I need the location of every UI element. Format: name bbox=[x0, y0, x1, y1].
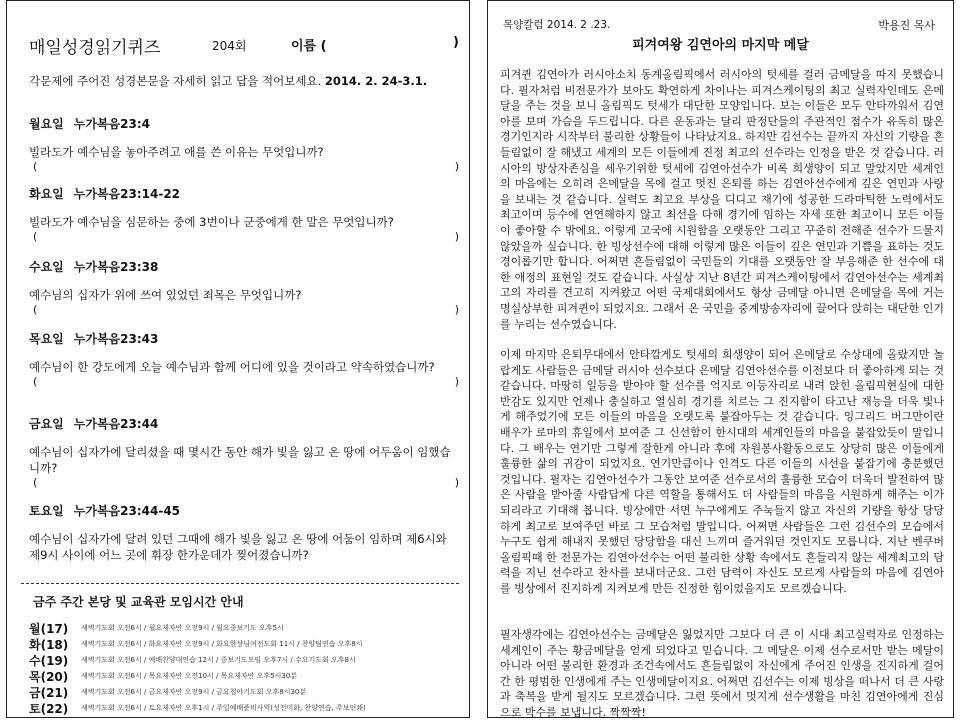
column-author: 박용진 목사 bbox=[878, 19, 935, 32]
question-ref: 누가복음23:14-22 bbox=[73, 187, 181, 201]
schedule-items: 새벽기도회 오전6시 / 금요제자반 오전9시 / 금요철야기도회 오후8시30분 bbox=[81, 688, 307, 696]
schedule-day: 금(21) bbox=[29, 686, 69, 700]
schedule-items: 새벽기도회 오전6시 / 화요제자반 오전9시 / 화요한상님여전도회 11시 / 찬양팀연습 오후8시 bbox=[81, 640, 363, 648]
name-label: 이름 ( bbox=[291, 39, 327, 54]
instruction bbox=[29, 73, 427, 89]
schedule-items: 새벽기도회 오전6시 / 월요제자반 오전9시 / 월요중보기도 오후5시 bbox=[81, 624, 284, 632]
question-day: 금요일 bbox=[29, 417, 64, 431]
column-paragraph: 피겨퀸 김연아가 러시아소치 동계올림픽에서 러시아의 텃세를 걸러 금메달을 따지 못했습니다. 필자처럼 비전문가가 보아도 확연하게 차이나는 피겨스케이팅의 최고 실력자인데도 은메달을 주는 것을 보니 올림픽도 텃세가 대단한 모양입니다. 보는 이들은 모두 안타까워서 김연아를 보며 가슴을 두드립니다. 다른 운동과는 달리 판정단들의 주관적인 점수가 유독히 많은 경기인지라 시작부터 불리한 상황들이 나타났지요. 하지만 김선수는 끝까지 자신의 기량을 흔들림없이 잘 해냈고 세계의 모든 이들에게 진정 최고의 선수라는 인정을 받은 것 같습니다. 러시아의 방상자존심을 세우기위한 텃세에 김연아선수가 비록 희생양이 되고 말았지만 세계인의 마음에는 오히려 은메달을 목에 걸고 멋진 은퇴를 하는 김연아선수에게 깊은 연민과 사랑을 보내는 것 같습니다. 실력도 최고요 부상을 디디고 재기에 성공한 드라마틱한 노력에서도 최고이며 등수에 연연해하지 않고 최선을 다해 경기에 임하는 자세 또한 최고이니 모든 이들이 좋아할 수 밖에요. 이렇게 고국에 시원함을 오랫동안 그리고 꾸준히 전해준 선수가 드물지 않았을까 싶습니다. 한 빙상선수에 대해 이렇게 많은 이들이 깊은 연민과 기쁨을 표하는 것도 경이롭기만 합니다. 어쩌면 흔들림없이 국민들의 기대를 오랫동안 잘 부응해준 한 선수에 대한 애정의 표현일 것도 같습니다. 사실상 지난 8년간 피겨스케이팅에서 김연아선수는 세계최고의 자리를 견고히 지켜왔고 어떤 국제대회에서도 항상 금메달 아니면 은메달을 목에 거는 명실상부한 피겨퀸이 되었지요. 그래서 온 국민을 중계방송자리에 끌어다 앉히는 대단한 인기를 누리는 선수였습니다. bbox=[500, 68, 944, 331]
schedule-row bbox=[29, 636, 465, 652]
answer-close: ) bbox=[454, 375, 459, 388]
question-text: 빌라도가 예수님을 심문하는 중에 3번이나 군중에게 한 말은 무엇입니까? bbox=[29, 215, 394, 229]
question-text: 예수님이 십자가에 달려 있던 그때에 해가 빛을 잃고 온 땅에 어둠이 임하며 제6시와 제9시 사이에 어느 곳에 휘장 한가운데가 찢어졌습니까? bbox=[29, 532, 447, 562]
answer-line[interactable] bbox=[29, 160, 459, 176]
schedule-day: 화(18) bbox=[29, 638, 69, 652]
question-monday bbox=[29, 115, 459, 176]
schedule-day: 수(19) bbox=[29, 654, 69, 668]
question-day: 토요일 bbox=[29, 504, 64, 518]
question-thursday bbox=[29, 330, 459, 391]
answer-line[interactable] bbox=[29, 303, 459, 319]
question-text: 예수님의 십자가 위에 쓰여 있었던 죄목은 무엇입니까? bbox=[29, 288, 302, 302]
section-divider bbox=[21, 583, 459, 584]
question-ref: 누가복음23:44-45 bbox=[73, 504, 181, 518]
schedule-items: 새벽기도회 오전6시 / 목요제자반 오전10시 / 목요제자반 오후5시30분 bbox=[81, 672, 298, 680]
quiz-number: 204회 bbox=[212, 39, 247, 53]
question-text: 예수님이 십자가에 달리셨을 때 몇시간 동안 해가 빛을 잃고 온 땅에 어두움이 임했습니까? bbox=[29, 445, 451, 475]
column-label: 목양칼럼 2014. 2 .23. bbox=[503, 19, 611, 31]
answer-close: ) bbox=[454, 476, 459, 489]
answer-line[interactable] bbox=[29, 230, 459, 246]
schedule-list bbox=[29, 620, 465, 716]
answer-open: ( bbox=[33, 160, 38, 173]
question-friday bbox=[29, 415, 459, 492]
question-ref: 누가복음23:38 bbox=[73, 260, 159, 274]
schedule-day: 목(20) bbox=[29, 670, 69, 684]
answer-close: ) bbox=[454, 160, 459, 173]
schedule-row bbox=[29, 652, 465, 668]
schedule-title: 금주 주간 본당 및 교육관 모임시간 안내 bbox=[33, 595, 244, 609]
answer-line[interactable] bbox=[29, 375, 459, 391]
quiz-page bbox=[6, 0, 470, 718]
answer-close: ) bbox=[454, 230, 459, 243]
schedule-row bbox=[29, 620, 465, 636]
schedule-row bbox=[29, 700, 465, 716]
quiz-title: 매일성경읽기퀴즈 bbox=[29, 38, 161, 58]
instruction-date: 2014. 2. 24-3.1. bbox=[324, 74, 428, 88]
schedule-row bbox=[29, 684, 465, 700]
column-paragraph: 필자생각에는 김연아선수는 금메달은 잃었지만 그보다 더 큰 이 시대 최고실력자로 인정하는 세계인이 주는 황금메달을 얻게 되었다고 믿습니다. 그 메달은 이제 선수로서만 받는 메달이 아니라 어떤 불리한 환경과 조건속에서도 흔들림없이 자신에게 주어진 인생을 진지하게 걸어간 한 평범한 인생에게 주는 인생메달이지요. 어쩌면 김선수는 이제 빙상을 떠나서 더 큰 사랑과 축복을 받게 될지도 모르겠습니다. 그런 뜻에서 멋지게 선수생활을 마친 김연아에게 진심으로 박수를 보냅니다. 짝짝짝! bbox=[500, 628, 944, 718]
schedule-row bbox=[29, 668, 465, 684]
column-title: 피겨여왕 김연아의 마지막 메달 bbox=[632, 38, 809, 53]
question-saturday bbox=[29, 502, 459, 563]
question-tuesday bbox=[29, 185, 459, 246]
answer-line[interactable] bbox=[29, 476, 459, 492]
answer-open: ( bbox=[33, 476, 38, 489]
question-text: 빌라도가 예수님을 놓아주려고 애를 쓴 이유는 무엇입니까? bbox=[29, 145, 324, 159]
quiz-header bbox=[29, 33, 459, 57]
schedule-day: 월(17) bbox=[29, 622, 69, 636]
instruction-text: 각문제에 주어진 성경본문을 자세히 읽고 답을 적어보세요. bbox=[29, 74, 322, 88]
question-ref: 누가복음23:43 bbox=[73, 332, 159, 346]
question-day: 목요일 bbox=[29, 332, 64, 346]
question-day: 화요일 bbox=[29, 187, 64, 201]
answer-open: ( bbox=[33, 303, 38, 316]
question-ref: 누가복음23:44 bbox=[73, 417, 159, 431]
question-wednesday bbox=[29, 258, 459, 319]
name-close: ) bbox=[453, 35, 459, 50]
schedule-items: 새벽기도회 오전6시 / 예배찬양대연습 12시 / 중보기도모임 오후7시 / 수요기도회 오후8시 bbox=[81, 656, 356, 664]
schedule-day: 토(22) bbox=[29, 702, 69, 716]
answer-close: ) bbox=[454, 303, 459, 316]
column-paragraph: 이제 마지막 은퇴무대에서 안타깝게도 텃세의 희생양이 되어 은메달로 수상대에 올랐지만 놀랍게도 사람들은 금메달 러시아 선수보다 은메달 김연아선수를 이전보다 더 좋아하게 되는 것 같습니다. 마땅히 일등을 받아야 할 선수를 억지로 이등자리로 내려 앉힌 올림픽현실에 대한 반감도 있지만 언제나 충실하고 열심히 경기를 치르는 그 진지함이 타고난 재능을 더욱 빛나게 해주었기에 모든 이들의 마음을 오랫도록 붙잡아두는 것 같습니다. 잉그리드 버그만이란 배우가 로마의 휴일에서 보여준 그 신선함이 한시대의 세계인들의 마음을 붙잡았듯이 말입니다. 그 배우는 연기만 그렇게 잘한게 아니라 후에 자원봉사활동으로도 상당히 많은 이들에게 훌륭한 삶의 귀감이 되었지요. 연기만큼이나 인격도 다른 이들의 시선을 붙잡기에 충분했던 것입니다. 필자는 김연아선수가 그동안 보여준 선수로서의 훌륭한 모습이 더욱더 발전하여 많은 사람을 받아줄 사람답게 다른 역할을 통해서도 더 사람들의 마음을 시원하게 해주는 이가 되리라고 기대해 봅니다. 빙상에만 서면 누구에게도 주눅들지 않고 자신의 기량을 항상 당당하게 최고로 보여주던 바로 그 모습처럼 말입니다. 어쩌면 사람들은 그런 김선수의 모습에서 누구도 쉽게 해내지 못했던 당당함을 대신 느끼며 즐거워던 것인지도 모릅니다. 지난 벤쿠버올림픽때 한 전문가는 김연아선수는 어떤 불리한 상황 속에서도 흔들리지 않는 세계최고의 담력을 지닌 선수라고 찬사를 보내더군요. 그런 담력이 자신도 모르게 사람들의 마음에 김연아를 빙상에서 진지하게 지켜보게 만든 진정한 힘이었을지도 모르겠습니다. bbox=[500, 348, 944, 595]
question-day: 수요일 bbox=[29, 260, 64, 274]
answer-open: ( bbox=[33, 230, 38, 243]
schedule-items: 새벽기도회 오전6시 / 토요제자반 오후1시 / 주일예배준비사역(성전미화, 찬양연습, 주보인쇄) bbox=[81, 704, 366, 712]
question-text: 예수님이 한 강도에게 오늘 예수님과 함께 어디에 있을 것이라고 약속하였습니까? bbox=[29, 360, 435, 374]
question-day: 월요일 bbox=[29, 117, 64, 131]
question-ref: 누가복음23:4 bbox=[73, 117, 150, 131]
answer-open: ( bbox=[33, 375, 38, 388]
column-page bbox=[487, 0, 954, 718]
